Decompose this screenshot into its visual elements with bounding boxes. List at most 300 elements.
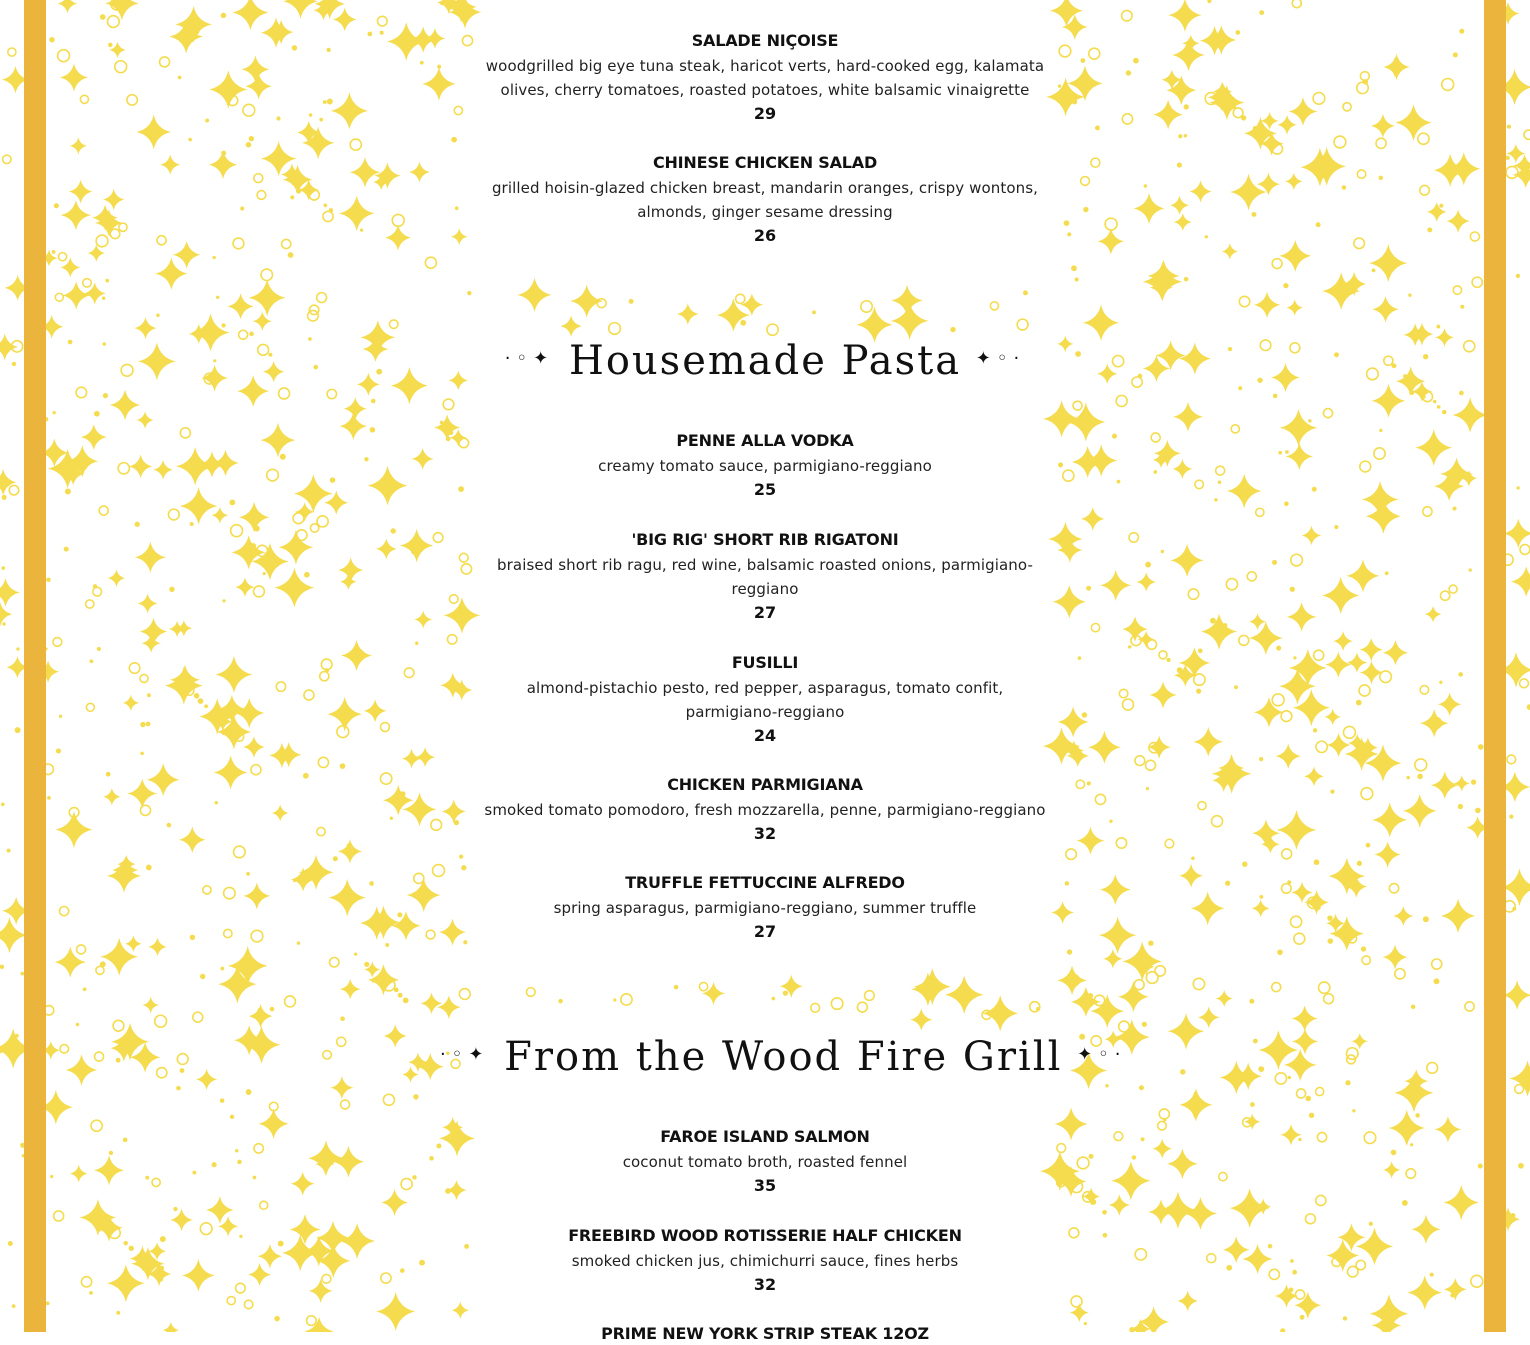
sparkle-star-icon	[1111, 1161, 1150, 1200]
sparkle-dot	[212, 256, 215, 259]
sparkle-star-icon	[1420, 709, 1448, 737]
sparkle-dot	[347, 843, 352, 848]
sparkle-star-icon	[1099, 917, 1136, 954]
sparkle-ring	[990, 302, 998, 310]
sparkle-dot	[326, 2, 330, 6]
sparkle-dot	[1475, 808, 1481, 814]
sparkle-dot	[1277, 949, 1283, 955]
sparkle-ring	[1282, 849, 1292, 859]
sparkle-star-icon	[138, 594, 158, 614]
sparkle-dot	[1379, 176, 1383, 180]
sparkle-dot	[1439, 204, 1443, 208]
item-name: SALADE NIÇOISE	[691, 31, 839, 50]
sparkle-dot	[1067, 949, 1072, 954]
sparkle-star-icon	[1453, 397, 1488, 432]
sparkle-ring	[609, 323, 621, 335]
sparkle-star-icon	[1371, 114, 1395, 138]
sparkle-star-icon	[1167, 1148, 1198, 1179]
sparkle-dot	[1439, 681, 1442, 684]
sparkle-dot	[64, 547, 69, 552]
sparkle-star-icon	[1287, 602, 1317, 632]
sparkle-dot	[103, 393, 108, 398]
sparkle-dot	[1071, 265, 1077, 271]
sparkle-dot	[216, 296, 219, 299]
sparkle-dot	[220, 1098, 225, 1103]
sparkle-ring	[1290, 343, 1300, 353]
sparkle-ring	[157, 1068, 167, 1078]
sparkle-star-icon	[81, 424, 107, 450]
sparkle-star-icon	[1198, 1007, 1220, 1029]
sparkle-star-icon	[283, 0, 318, 19]
sparkle-dot	[160, 1236, 166, 1242]
sparkle-ring	[233, 238, 244, 249]
sparkle-star-icon	[340, 979, 360, 999]
sparkle-dot	[376, 369, 382, 375]
sparkle-dot	[1128, 645, 1132, 649]
sparkle-dot	[1178, 134, 1182, 138]
sparkle-dot	[674, 985, 679, 990]
sparkle-star-icon	[1383, 640, 1408, 665]
sparkle-ring	[1095, 794, 1105, 804]
sparkle-dot	[436, 1144, 441, 1149]
sparkle-star-icon	[407, 878, 441, 912]
sparkle-star-icon	[294, 474, 333, 513]
sparkle-dot	[1250, 1102, 1255, 1107]
sparkle-dot	[1078, 656, 1082, 660]
sparkle-ring	[378, 16, 388, 26]
sparkle-ring	[526, 988, 535, 997]
sparkle-star-icon	[1149, 681, 1176, 708]
sparkle-star-icon	[182, 1259, 215, 1292]
sparkle-dot	[253, 1176, 257, 1180]
sparkle-star-icon	[1394, 1073, 1433, 1112]
sparkle-star-icon	[1302, 526, 1322, 546]
sparkle-star-icon	[891, 302, 929, 340]
sparkle-dot	[1460, 305, 1464, 309]
section-heading-grill	[440, 1034, 1127, 1080]
menu-item	[480, 1225, 1050, 1297]
menu-item	[480, 652, 1050, 748]
sparkle-star-icon	[143, 997, 159, 1013]
sparkle-dot	[1142, 1022, 1147, 1027]
sparkle-dot	[145, 1176, 149, 1180]
sparkle-ring	[1420, 686, 1428, 694]
sparkle-star-icon	[258, 1109, 288, 1139]
sparkle-dot	[1293, 656, 1296, 659]
sparkle-star-icon	[1374, 841, 1401, 868]
sparkle-ring	[1440, 591, 1449, 600]
sparkle-star-icon	[367, 906, 401, 940]
sparkle-dot	[1280, 1328, 1285, 1332]
item-description: almond-pistachio pesto, red pepper, asparagus, tomato confit, parmigiano-reggiano	[526, 679, 1004, 721]
sparkle-ring	[449, 595, 458, 604]
sparkle-star-icon	[1359, 638, 1383, 662]
sparkle-dot	[1406, 776, 1409, 779]
sparkle-dot	[1259, 757, 1263, 761]
sparkle-star-icon	[1179, 1088, 1212, 1121]
sparkle-star-icon	[1054, 1107, 1087, 1140]
sparkle-dot	[1273, 394, 1278, 399]
sparkle-ring	[93, 587, 102, 596]
sparkle-dot	[1357, 861, 1362, 866]
sparkle-star-icon	[272, 804, 289, 821]
item-name: CHICKEN PARMIGIANA	[667, 775, 863, 794]
sparkle-dot	[198, 698, 204, 704]
sparkle-dot	[1198, 648, 1203, 653]
sparkle-dot	[1067, 232, 1071, 236]
sparkle-ring	[55, 293, 63, 301]
sparkle-star-icon	[1333, 631, 1353, 651]
sparkle-dot	[190, 522, 194, 526]
sparkle-star-icon	[242, 55, 270, 83]
sparkle-ring	[1158, 1121, 1167, 1130]
sparkle-dot	[367, 32, 372, 37]
sparkle-star-icon	[945, 975, 983, 1013]
item-name: 'BIG RIG' SHORT RIB RIGATONI	[631, 530, 899, 549]
sparkle-star-icon	[1372, 384, 1406, 418]
sparkle-star-icon	[1076, 827, 1104, 855]
sparkle-dot	[437, 65, 441, 69]
sparkle-ring	[1420, 185, 1430, 195]
sparkle-dot	[239, 1235, 242, 1238]
sparkle-star-icon	[1072, 446, 1104, 478]
sparkle-dot	[1458, 672, 1463, 677]
sparkle-ring	[1073, 401, 1082, 410]
sparkle-dot	[1452, 506, 1456, 510]
sparkle-ring	[1057, 1144, 1066, 1153]
sparkle-ring	[1059, 45, 1071, 57]
sparkle-ring	[1305, 1214, 1315, 1224]
sparkle-dot	[90, 659, 94, 663]
sparkle-dot	[1410, 1143, 1413, 1146]
sparkle-star-icon	[234, 698, 264, 728]
sparkle-star-icon	[1372, 296, 1399, 323]
sparkle-dot	[1361, 946, 1366, 951]
sparkle-dot	[46, 578, 51, 583]
sparkle-star-icon	[61, 200, 91, 230]
sparkle-dot	[46, 1301, 50, 1305]
sparkle-star-icon	[103, 788, 121, 806]
sparkle-ring	[1198, 802, 1206, 810]
sparkle-ring	[260, 1201, 268, 1209]
sparkle-star-icon	[1356, 1228, 1394, 1266]
sparkle-ring	[1151, 433, 1160, 442]
sparkle-dot	[1087, 781, 1091, 785]
sparkle-dot	[364, 457, 368, 461]
sparkle-ring	[1146, 972, 1158, 984]
sparkle-ring	[254, 1144, 263, 1153]
sparkle-ring	[1346, 1048, 1358, 1060]
sparkle-dot	[240, 207, 244, 211]
sparkle-ring	[323, 211, 333, 221]
sparkle-ring	[1324, 994, 1334, 1004]
sparkle-ring	[443, 399, 454, 410]
sparkle-ring	[121, 364, 133, 376]
right-ornament-icon: ✦◦·	[975, 347, 1026, 369]
sparkle-ring	[267, 469, 279, 481]
sparkle-dot	[8, 1241, 13, 1246]
sparkle-dot	[1, 566, 5, 570]
sparkle-dot	[327, 98, 333, 104]
sparkle-star-icon	[94, 1155, 124, 1185]
sparkle-dot	[1369, 1222, 1373, 1226]
sparkle-dot	[147, 693, 151, 697]
sparkle-dot	[1385, 571, 1389, 575]
sparkle-star-icon	[1134, 193, 1165, 224]
sparkle-star-icon	[235, 577, 255, 597]
sparkle-ring	[1282, 884, 1292, 894]
sparkle-ring	[251, 930, 263, 942]
sparkle-dot	[1161, 550, 1164, 553]
sparkle-star-icon	[1242, 1244, 1272, 1274]
sparkle-star-icon	[134, 317, 156, 339]
sparkle-star-icon	[384, 1024, 407, 1047]
sparkle-star-icon	[1287, 299, 1303, 315]
sparkle-ring	[1212, 816, 1223, 827]
sparkle-star-icon	[1431, 771, 1459, 799]
sparkle-ring	[1116, 395, 1127, 406]
sparkle-star-icon	[1509, 1060, 1530, 1096]
sparkle-ring	[1247, 572, 1256, 581]
sparkle-dot	[1308, 419, 1311, 422]
sparkle-dot	[1379, 429, 1382, 432]
sparkle-dot	[1312, 487, 1317, 492]
sparkle-star-icon	[1170, 196, 1189, 215]
sparkle-dot	[1117, 480, 1121, 484]
sparkle-ring	[1122, 10, 1133, 21]
sparkle-ring	[243, 104, 255, 116]
sparkle-dot	[398, 993, 403, 998]
sparkle-ring	[155, 1015, 167, 1027]
sparkle-ring	[425, 257, 436, 268]
sparkle-ring	[1114, 1132, 1123, 1141]
sparkle-ring	[1323, 409, 1332, 418]
sparkle-star-icon	[209, 150, 238, 179]
sparkle-star-icon	[339, 1223, 375, 1259]
sparkle-ring	[1427, 1062, 1438, 1073]
sparkle-star-icon	[1222, 243, 1238, 259]
sparkle-star-icon	[1191, 892, 1225, 926]
sparkle-dot	[100, 961, 106, 967]
sparkle-dot	[222, 599, 225, 602]
sparkle-star-icon	[243, 882, 270, 909]
sparkle-dot	[1146, 787, 1149, 790]
sparkle-dot	[1258, 1066, 1264, 1072]
sparkle-ring	[261, 269, 272, 280]
sparkle-dot	[1345, 1080, 1350, 1085]
sparkle-dot	[1083, 207, 1088, 212]
sparkle-ring	[330, 957, 339, 966]
sparkle-star-icon	[69, 180, 93, 204]
sparkle-ring	[58, 50, 70, 62]
sparkle-dot	[440, 1, 444, 5]
sparkle-dot	[1058, 84, 1061, 87]
sparkle-dot	[1442, 410, 1447, 415]
sparkle-star-icon	[330, 1076, 353, 1099]
sparkle-star-icon	[1057, 336, 1074, 353]
sparkle-dot	[1064, 220, 1070, 226]
sparkle-ring	[318, 757, 328, 767]
sparkle-dot	[0, 965, 4, 969]
sparkle-star-icon	[1137, 572, 1156, 591]
sparkle-dot	[59, 715, 62, 718]
sparkle-dot	[1259, 10, 1264, 15]
sparkle-star-icon	[1427, 202, 1447, 222]
sparkle-star-icon	[1174, 213, 1192, 231]
sparkle-star-icon	[1168, 1013, 1205, 1050]
item-description: smoked chicken jus, chimichurri sauce, fines herbs	[571, 1252, 959, 1270]
sparkle-star-icon	[350, 157, 381, 188]
sparkle-dot	[205, 119, 209, 123]
sparkle-ring	[1380, 671, 1392, 683]
sparkle-ring	[381, 723, 390, 732]
sparkle-star-icon	[1100, 570, 1131, 601]
sparkle-dot	[1276, 646, 1281, 651]
sparkle-ring	[1132, 377, 1142, 387]
sparkle-dot	[56, 748, 61, 753]
sparkle-ring	[1453, 286, 1461, 294]
sparkle-dot	[94, 411, 100, 417]
sparkle-ring	[231, 525, 243, 537]
sparkle-ring	[8, 48, 16, 56]
sparkle-dot	[1430, 1273, 1434, 1277]
sparkle-dot	[1235, 30, 1240, 35]
sparkle-ring	[865, 991, 875, 1001]
sparkle-dot	[221, 13, 226, 18]
sparkle-dot	[65, 489, 71, 495]
sparkle-dot	[415, 641, 418, 644]
sparkle-star-icon	[1271, 363, 1300, 392]
sparkle-dot	[1148, 941, 1153, 946]
sparkle-dot	[1510, 1213, 1515, 1218]
sparkle-ring	[1464, 341, 1475, 352]
sparkle-star-icon	[1177, 1291, 1198, 1312]
sparkle-ring	[140, 674, 148, 682]
sparkle-ring	[1119, 689, 1128, 698]
item-price: 35	[753, 1176, 777, 1195]
sparkle-star-icon	[1446, 209, 1469, 232]
sparkle-ring	[1374, 448, 1385, 459]
sparkle-star-icon	[1383, 54, 1409, 80]
sparkle-dot	[1095, 126, 1100, 131]
sparkle-ring	[1272, 983, 1281, 992]
sparkle-dot	[1417, 774, 1423, 780]
sparkle-ring	[293, 513, 304, 524]
sparkle-star-icon	[1502, 980, 1530, 1010]
sparkle-star-icon	[243, 736, 265, 758]
sparkle-ring	[81, 1277, 91, 1287]
sparkle-star-icon	[237, 375, 269, 407]
sparkle-ring	[1507, 755, 1516, 764]
sparkle-ring	[224, 887, 235, 898]
item-description: coconut tomato broth, roasted fennel	[622, 1153, 908, 1171]
item-description: smoked tomato pomodoro, fresh mozzarella, penne, parmigiano-reggiano	[484, 801, 1046, 819]
sparkle-dot	[308, 337, 312, 341]
sparkle-dot	[230, 1115, 234, 1119]
sparkle-ring	[1359, 685, 1370, 696]
sparkle-ring	[258, 344, 269, 355]
sparkle-dot	[330, 477, 336, 483]
sparkle-dot	[103, 342, 107, 346]
sparkle-dot	[558, 999, 562, 1003]
sparkle-dot	[278, 1241, 284, 1247]
sparkle-dot	[159, 1278, 163, 1282]
sparkle-dot	[429, 1156, 434, 1161]
sparkle-dot	[1437, 405, 1441, 409]
sparkle-dot	[380, 31, 384, 35]
sparkle-star-icon	[409, 162, 430, 183]
sparkle-dot	[1453, 52, 1458, 57]
menu-item	[480, 1126, 1050, 1198]
sparkle-dot	[1285, 450, 1289, 454]
sparkle-star-icon	[55, 811, 92, 848]
sparkle-dot	[1411, 1005, 1416, 1010]
sparkle-ring	[1316, 741, 1327, 752]
sparkle-ring	[1116, 838, 1126, 848]
sparkle-star-icon	[153, 460, 173, 480]
sparkle-ring	[433, 865, 445, 877]
sparkle-ring	[736, 294, 745, 303]
sparkle-star-icon	[1172, 459, 1192, 479]
sparkle-ring	[621, 994, 632, 1005]
sparkle-star-icon	[1179, 343, 1211, 375]
sparkle-dot	[246, 1089, 252, 1095]
sparkle-dot	[1471, 779, 1476, 784]
sparkle-dot	[1422, 395, 1425, 398]
sparkle-ring	[433, 533, 443, 543]
section-heading-pasta	[480, 338, 1050, 384]
menu-item	[480, 152, 1050, 248]
sparkle-star-icon	[108, 569, 126, 587]
sparkle-ring	[1442, 78, 1454, 90]
sparkle-star-icon	[339, 412, 367, 440]
sparkle-ring	[1317, 1133, 1326, 1142]
sparkle-dot	[327, 48, 331, 52]
sparkle-ring	[80, 95, 88, 103]
sparkle-ring	[1406, 1169, 1416, 1179]
sparkle-dot	[1415, 1113, 1420, 1118]
sparkle-star-icon	[1360, 661, 1384, 685]
sparkle-dot	[1516, 274, 1520, 278]
sparkle-ring	[414, 873, 424, 883]
sparkle-dot	[1300, 1315, 1305, 1320]
sparkle-ring	[224, 929, 232, 937]
sparkle-star-icon	[1324, 709, 1340, 725]
sparkle-dot	[1166, 658, 1170, 662]
section-title: From the Wood Fire Grill	[504, 1034, 1063, 1080]
sparkle-star-icon	[376, 1292, 415, 1331]
item-description: grilled hoisin-glazed chicken breast, mandarin oranges, crispy wontons, almonds, ginger sesame dressing	[491, 179, 1039, 221]
sparkle-ring	[251, 765, 261, 775]
sparkle-ring	[160, 57, 170, 67]
sparkle-dot	[1075, 351, 1081, 357]
sparkle-dot	[1408, 294, 1411, 297]
sparkle-star-icon	[1435, 1116, 1462, 1143]
sparkle-dot	[1366, 843, 1371, 848]
sparkle-star-icon	[1143, 262, 1183, 302]
sparkle-dot	[180, 1068, 185, 1073]
sparkle-dot	[156, 313, 160, 317]
sparkle-ring	[257, 191, 266, 200]
sparkle-dot	[1075, 277, 1079, 281]
sparkle-ring	[1334, 136, 1346, 148]
sparkle-dot	[1327, 915, 1332, 920]
sparkle-dot	[1402, 1200, 1408, 1206]
sparkle-dot	[1314, 859, 1320, 865]
sparkle-star-icon	[376, 538, 397, 559]
sparkle-dot	[1133, 58, 1139, 64]
sparkle-dot	[1105, 1084, 1108, 1087]
